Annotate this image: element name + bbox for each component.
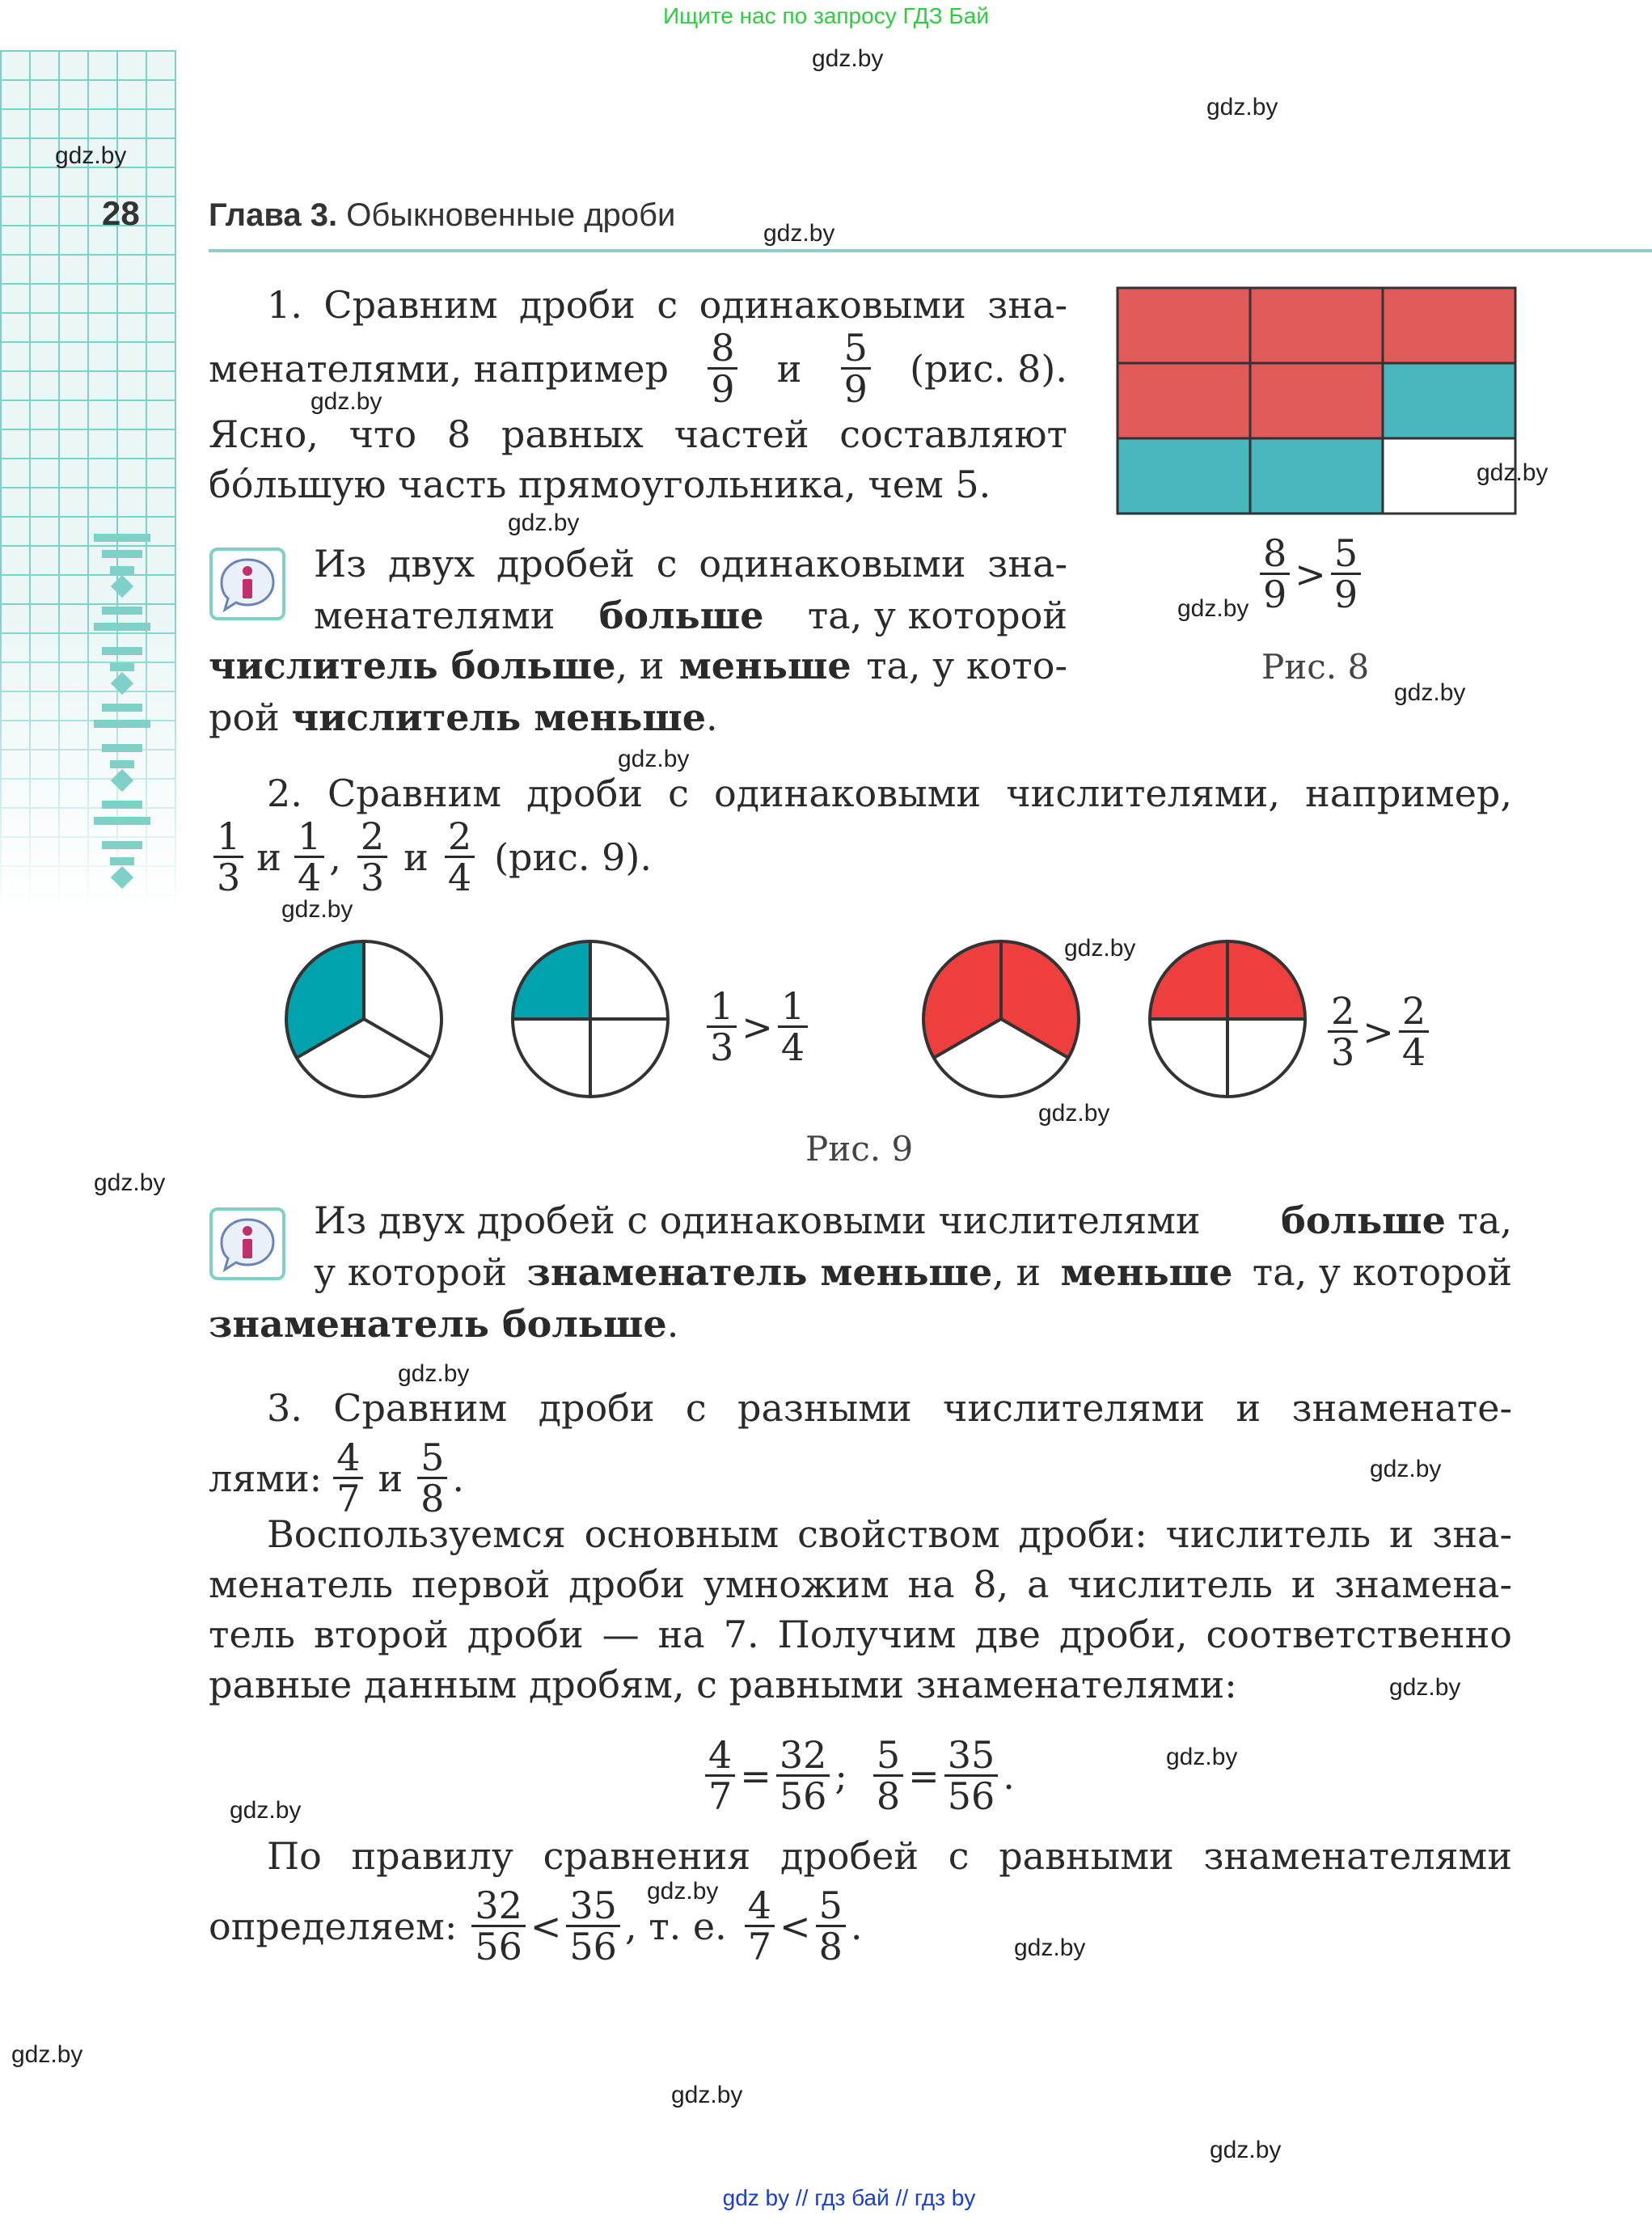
equals-sign: = bbox=[908, 1753, 940, 1798]
greater-sign: > bbox=[1363, 1009, 1394, 1054]
top-search-note[interactable]: Ищите нас по запросу ГДЗ Бай bbox=[662, 3, 990, 28]
less-sign: < bbox=[530, 1904, 562, 1948]
numerator: 35 bbox=[944, 1736, 999, 1777]
rule1-text: рой bbox=[209, 696, 280, 739]
fraction-2-4 bbox=[1399, 989, 1429, 1075]
denominator: 4 bbox=[297, 856, 322, 900]
s3-line2 bbox=[209, 1435, 465, 1521]
grid-cell-teal bbox=[1383, 363, 1515, 438]
s3-conclusion-line1: По правилу сравнения дробей с равными знаменателями bbox=[267, 1834, 1512, 1878]
rule1-line3 bbox=[209, 641, 1067, 691]
rule1-line1: Из двух дробей с одинаковыми зна- bbox=[314, 542, 1067, 586]
circle-1-3-divider bbox=[364, 1019, 431, 1058]
chapter-title: Обыкновенные дроби bbox=[346, 197, 676, 233]
s1-line4: бóльшую часть прямоугольника, чем 5. bbox=[209, 463, 991, 506]
equals-sign: = bbox=[740, 1753, 771, 1798]
page-number: 28 bbox=[102, 194, 140, 232]
s3-text: , т. е. bbox=[624, 1904, 727, 1948]
less-sign: < bbox=[780, 1904, 811, 1948]
info-icon bbox=[209, 547, 286, 621]
watermark: gdz.by bbox=[11, 2041, 83, 2068]
fraction-8-9 bbox=[708, 326, 737, 412]
rule2-line2-mid bbox=[526, 1247, 1041, 1297]
s2-line2 bbox=[209, 814, 652, 900]
denominator: 8 bbox=[876, 1774, 901, 1819]
rule1-line2 bbox=[314, 590, 1067, 641]
rule2-text: Из двух дробей с одинаковыми числителями bbox=[314, 1199, 1201, 1242]
rule2-text: у которой bbox=[314, 1250, 508, 1294]
watermark: gdz.by bbox=[671, 2082, 743, 2108]
rule2-text: та, у которой bbox=[1252, 1250, 1512, 1294]
s1-line1: 1. Сравним дроби с одинаковыми зна- bbox=[267, 283, 1067, 327]
denominator: 56 bbox=[779, 1774, 827, 1819]
watermark: gdz.by bbox=[230, 1797, 302, 1824]
header-rule bbox=[209, 249, 1652, 252]
numerator: 32 bbox=[776, 1736, 830, 1777]
chapter-heading bbox=[209, 197, 675, 234]
fig8-caption: Рис. 8 bbox=[1261, 647, 1370, 687]
s3-and: и bbox=[378, 1456, 403, 1500]
fraction-5-9 bbox=[841, 326, 871, 412]
fraction-5-8 bbox=[816, 1886, 846, 1967]
numerator: 1 bbox=[778, 987, 808, 1028]
denominator: 9 bbox=[1333, 573, 1358, 617]
denominator: 9 bbox=[1263, 573, 1287, 617]
watermark: gdz.by bbox=[94, 1169, 166, 1196]
watermark: gdz.by bbox=[1014, 1934, 1086, 1961]
s3-line1: 3. Сравним дроби с разными числителями и знаменате- bbox=[267, 1386, 1512, 1430]
denominator: 9 bbox=[711, 367, 735, 412]
s1-line3: Ясно, что 8 равных частей составляют bbox=[209, 412, 1067, 456]
numerator: 2 bbox=[1328, 991, 1358, 1033]
rule2-bold: знаменатель больше bbox=[209, 1302, 667, 1346]
rule2-text: та, bbox=[1457, 1199, 1512, 1242]
fig8-inequality bbox=[1255, 531, 1366, 617]
watermark: gdz.by bbox=[618, 746, 690, 772]
fraction-8-9 bbox=[1260, 531, 1290, 617]
semicolon: ; bbox=[834, 1753, 847, 1798]
numerator: 4 bbox=[333, 1438, 363, 1479]
watermark: gdz.by bbox=[311, 388, 382, 415]
s3-equation bbox=[700, 1733, 1015, 1819]
fig9-inequality-2 bbox=[1323, 989, 1434, 1075]
fraction-4-7 bbox=[333, 1435, 363, 1521]
s3-conclusion-line2 bbox=[209, 1886, 862, 1967]
denominator: 7 bbox=[708, 1774, 733, 1819]
s1-line2-text: менателями, например bbox=[209, 346, 669, 391]
watermark: gdz.by bbox=[1394, 679, 1466, 706]
fraction-1-3 bbox=[213, 814, 243, 900]
rule1-line4 bbox=[209, 692, 718, 742]
s3-para-line1: Воспользуемся основным свойством дроби: числитель и зна- bbox=[267, 1512, 1512, 1556]
rule2-bold: знаменатель меньше bbox=[526, 1250, 993, 1294]
numerator: 8 bbox=[708, 328, 737, 370]
fraction-4-7 bbox=[745, 1886, 775, 1967]
watermark: gdz.by bbox=[1038, 1100, 1110, 1127]
s2-comma: , bbox=[329, 835, 341, 879]
fraction-1-4 bbox=[778, 984, 808, 1070]
greater-sign: > bbox=[1295, 552, 1326, 596]
s2-and: и bbox=[403, 835, 429, 879]
watermark: gdz.by bbox=[763, 220, 835, 247]
period: . bbox=[1003, 1753, 1015, 1798]
denominator: 56 bbox=[475, 1925, 522, 1969]
s1-and: и bbox=[776, 346, 802, 391]
rule2-line3 bbox=[209, 1299, 678, 1349]
rule1-bold-less: меньше bbox=[678, 644, 851, 687]
grid-cell-red bbox=[1383, 288, 1515, 363]
watermark: gdz.by bbox=[398, 1360, 470, 1387]
fraction-35-56 bbox=[566, 1886, 620, 1967]
chapter-label: Глава 3. bbox=[209, 197, 338, 233]
numerator: 5 bbox=[841, 328, 871, 370]
rule1-text: . bbox=[706, 696, 718, 739]
s3-para-line4: равные данным дробям, с равными знаменателями: bbox=[209, 1663, 1237, 1706]
numerator: 4 bbox=[705, 1736, 735, 1777]
fraction-2-3 bbox=[357, 814, 387, 900]
rule2-bold-less: меньше bbox=[1060, 1250, 1233, 1294]
rule2-bold-more: больше bbox=[1281, 1199, 1446, 1242]
denominator: 8 bbox=[420, 1477, 445, 1521]
footer-links[interactable]: gdz by // гдз бай // гдз by bbox=[722, 2185, 976, 2210]
fraction-2-3 bbox=[1328, 989, 1358, 1075]
rule1-text: та, у кото- bbox=[866, 644, 1067, 687]
numerator: 2 bbox=[1399, 991, 1429, 1033]
watermark: gdz.by bbox=[1210, 2137, 1282, 2163]
fraction-1-4 bbox=[294, 814, 324, 900]
denominator: 4 bbox=[780, 1025, 805, 1070]
watermark: gdz.by bbox=[812, 45, 884, 72]
fraction-5-8 bbox=[873, 1733, 903, 1819]
watermark: gdz.by bbox=[1206, 94, 1278, 121]
numerator: 1 bbox=[294, 817, 324, 858]
rule1-text: та, у которой bbox=[807, 594, 1067, 637]
info-icon bbox=[209, 1207, 286, 1281]
rule2-line1-tail bbox=[1281, 1195, 1512, 1245]
denominator: 3 bbox=[217, 856, 241, 900]
numerator: 2 bbox=[445, 817, 475, 858]
fraction-4-7 bbox=[705, 1733, 735, 1819]
grid-cell-red bbox=[1118, 363, 1250, 438]
period: . bbox=[850, 1904, 863, 1948]
denominator: 56 bbox=[569, 1925, 617, 1969]
denominator: 3 bbox=[1331, 1030, 1355, 1075]
fraction-32-56 bbox=[776, 1733, 830, 1819]
rule1-bold: числитель больше bbox=[209, 644, 616, 687]
grid-cell-red bbox=[1250, 363, 1383, 438]
watermark: gdz.by bbox=[1177, 595, 1249, 622]
denominator: 9 bbox=[843, 367, 868, 412]
watermark: gdz.by bbox=[1166, 1744, 1238, 1770]
s3-dot: . bbox=[452, 1456, 465, 1500]
denominator: 3 bbox=[360, 856, 385, 900]
watermark: gdz.by bbox=[55, 142, 127, 169]
numerator: 2 bbox=[357, 817, 387, 858]
rule1-line3-a bbox=[209, 641, 664, 691]
denominator: 8 bbox=[818, 1925, 843, 1969]
rule1-text: , и bbox=[615, 644, 665, 687]
watermark: gdz.by bbox=[281, 896, 353, 923]
fraction-1-3 bbox=[707, 984, 737, 1070]
grid-cell-teal bbox=[1250, 438, 1383, 514]
figure-8-rectangle-grid bbox=[1114, 285, 1519, 519]
rule2-line1 bbox=[314, 1195, 1512, 1245]
watermark: gdz.by bbox=[647, 1878, 719, 1905]
denominator: 7 bbox=[336, 1477, 361, 1521]
s3-text: лями: bbox=[209, 1456, 323, 1500]
watermark: gdz.by bbox=[1477, 459, 1548, 486]
denominator: 7 bbox=[747, 1925, 772, 1969]
fraction-32-56 bbox=[471, 1886, 526, 1967]
fraction-5-9 bbox=[1331, 531, 1361, 617]
denominator: 56 bbox=[947, 1774, 995, 1819]
numerator: 5 bbox=[816, 1886, 846, 1927]
grid-cell-teal bbox=[1118, 438, 1250, 514]
s2-and: и bbox=[256, 835, 281, 879]
fraction-5-8 bbox=[417, 1435, 447, 1521]
numerator: 4 bbox=[745, 1886, 775, 1927]
denominator: 4 bbox=[1401, 1030, 1426, 1075]
watermark: gdz.by bbox=[1370, 1456, 1442, 1482]
s3-text: определяем: bbox=[209, 1904, 458, 1948]
s2-fig-ref: (рис. 9). bbox=[494, 835, 652, 879]
numerator: 5 bbox=[1331, 534, 1361, 575]
ornament-pattern bbox=[94, 534, 150, 906]
numerator: 35 bbox=[566, 1886, 620, 1927]
watermark: gdz.by bbox=[1064, 935, 1136, 962]
numerator: 8 bbox=[1260, 534, 1290, 575]
s3-para-line3: тель второй дроби — на 7. Получим две дроби, соответственно bbox=[209, 1613, 1512, 1656]
numerator: 32 bbox=[471, 1886, 526, 1927]
rule2-line2 bbox=[314, 1247, 1512, 1297]
s3-para-line2: менатель первой дроби умножим на 8, а числитель и знамена- bbox=[209, 1562, 1512, 1606]
numerator: 5 bbox=[873, 1736, 903, 1777]
numerator: 1 bbox=[707, 987, 737, 1028]
s2-line1: 2. Сравним дроби с одинаковыми числителями, например, bbox=[267, 772, 1512, 815]
watermark: gdz.by bbox=[508, 509, 580, 536]
fraction-35-56 bbox=[944, 1733, 999, 1819]
rule1-bold-more: больше bbox=[598, 594, 764, 637]
watermark: gdz.by bbox=[1389, 1674, 1461, 1701]
fraction-2-4 bbox=[445, 814, 475, 900]
denominator: 4 bbox=[447, 856, 472, 900]
denominator: 3 bbox=[710, 1025, 734, 1070]
rule1-bold: числитель меньше bbox=[291, 696, 707, 739]
s1-fig-ref: (рис. 8). bbox=[910, 346, 1067, 391]
rule1-text: менателями bbox=[314, 594, 556, 637]
grid-cell-red bbox=[1250, 288, 1383, 363]
rule2-text: . bbox=[666, 1302, 679, 1346]
numerator: 1 bbox=[213, 817, 243, 858]
rule2-text: , и bbox=[992, 1250, 1041, 1294]
greater-sign: > bbox=[741, 1004, 773, 1049]
grid-cell-red bbox=[1118, 288, 1250, 363]
fig9-caption: Рис. 9 bbox=[805, 1129, 914, 1169]
numerator: 5 bbox=[417, 1438, 447, 1479]
fig9-inequality-1 bbox=[702, 984, 813, 1070]
